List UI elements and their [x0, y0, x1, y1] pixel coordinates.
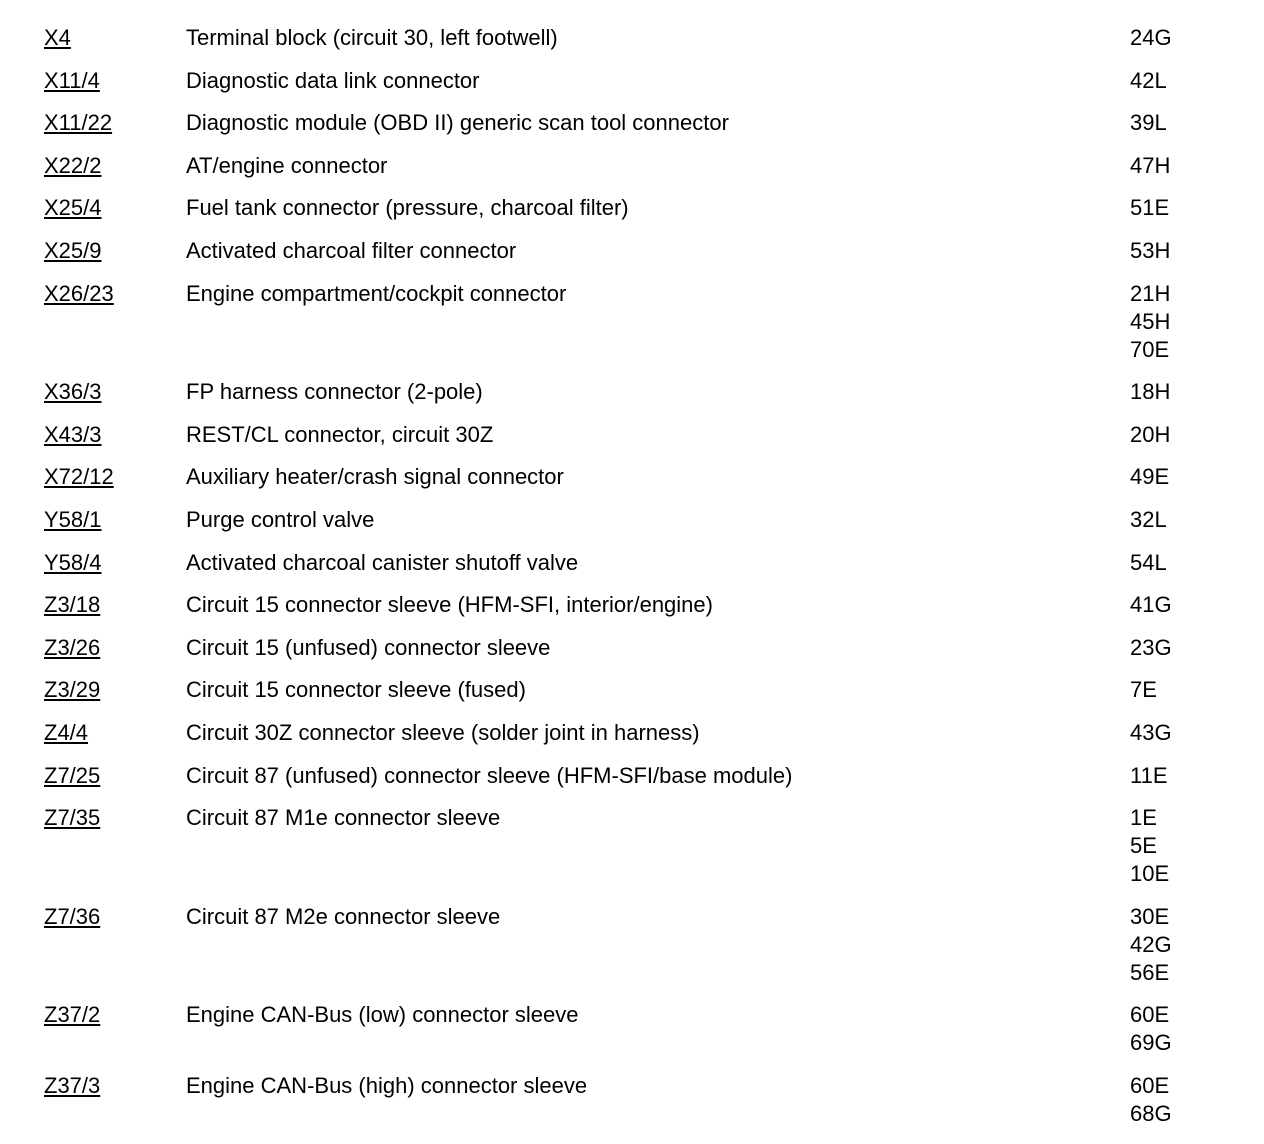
grid-reference: 49E — [1130, 464, 1170, 490]
grid-reference: 11E — [1130, 762, 1168, 788]
component-description: Circuit 15 connector sleeve (HFM-SFI, interior/engine) — [186, 592, 713, 618]
component-description: Circuit 87 (unfused) connector sleeve (HFM-SFI/base module) — [186, 762, 793, 788]
grid-reference: 21H — [1130, 280, 1171, 306]
component-code-link[interactable]: Z3/29 — [44, 677, 101, 703]
grid-reference: 24G — [1130, 25, 1172, 50]
grid-reference-list — [1130, 152, 1244, 180]
grid-reference: 42L — [1130, 67, 1167, 93]
grid-reference: 68G — [1130, 1100, 1172, 1126]
grid-reference: 18H — [1130, 379, 1171, 405]
grid-reference-list — [1130, 463, 1244, 491]
grid-reference-list — [1130, 109, 1244, 137]
component-code-link[interactable]: X11/22 — [44, 110, 113, 136]
grid-reference: 20H — [1130, 421, 1171, 447]
grid-reference-list — [1130, 634, 1244, 662]
component-code-link[interactable]: Z37/3 — [44, 1072, 101, 1098]
grid-reference-list — [1130, 67, 1244, 95]
component-description: Circuit 87 M1e connector sleeve — [186, 805, 501, 831]
grid-reference: 60E — [1130, 1072, 1170, 1098]
component-code-link[interactable]: Y58/1 — [44, 506, 102, 532]
grid-reference-list — [1130, 421, 1244, 449]
component-code-link[interactable]: Z7/35 — [44, 805, 101, 831]
component-description: FP harness connector (2-pole) — [186, 379, 483, 405]
grid-reference-list — [1130, 549, 1244, 577]
component-legend-list — [44, 24, 1244, 1142]
component-description: Circuit 15 connector sleeve (fused) — [186, 677, 526, 703]
component-code-link[interactable]: X22/2 — [44, 152, 102, 178]
grid-reference: 32L — [1130, 506, 1167, 532]
grid-reference: 7E — [1130, 677, 1157, 703]
component-code-link[interactable]: X25/4 — [44, 195, 102, 221]
legend-entry — [44, 1001, 1244, 1057]
legend-entry — [44, 1072, 1244, 1128]
legend-entry — [44, 804, 1244, 888]
component-code-link[interactable]: X4 — [44, 25, 71, 50]
legend-entry — [44, 152, 1244, 180]
component-code-link[interactable]: Z7/25 — [44, 762, 101, 788]
component-description: Engine CAN-Bus (high) connector sleeve — [186, 1072, 588, 1098]
legend-entry — [44, 194, 1244, 222]
component-code-link[interactable]: Z37/2 — [44, 1002, 101, 1028]
grid-reference: 39L — [1130, 110, 1167, 136]
grid-reference: 70E — [1130, 336, 1170, 362]
legend-entry — [44, 591, 1244, 619]
grid-reference: 56E — [1130, 959, 1170, 985]
grid-reference-list — [1130, 194, 1244, 222]
grid-reference: 5E — [1130, 833, 1157, 859]
component-code-link[interactable]: Z3/26 — [44, 634, 101, 660]
grid-reference-list — [1130, 676, 1244, 704]
grid-reference: 43G — [1130, 719, 1172, 745]
grid-reference: 54L — [1130, 549, 1167, 575]
legend-entry — [44, 903, 1244, 987]
legend-entry — [44, 24, 1244, 52]
grid-reference: 1E — [1130, 805, 1157, 831]
grid-reference: 10E — [1130, 861, 1170, 887]
component-code-link[interactable]: Y58/4 — [44, 549, 102, 575]
grid-reference: 23G — [1130, 634, 1172, 660]
grid-reference: 41G — [1130, 592, 1172, 618]
component-description: Activated charcoal filter connector — [186, 237, 517, 263]
grid-reference: 30E — [1130, 903, 1170, 929]
component-code-link[interactable]: X26/23 — [44, 280, 114, 306]
component-description: Fuel tank connector (pressure, charcoal filter) — [186, 195, 629, 221]
legend-entry — [44, 67, 1244, 95]
component-description: Auxiliary heater/crash signal connector — [186, 464, 564, 490]
legend-entry — [44, 549, 1244, 577]
grid-reference-list — [1130, 1001, 1244, 1057]
component-description: Circuit 87 M2e connector sleeve — [186, 903, 501, 929]
component-code-link[interactable]: X72/12 — [44, 464, 114, 490]
legend-entry — [44, 280, 1244, 364]
component-description: Terminal block (circuit 30, left footwell) — [186, 25, 558, 50]
grid-reference-list — [1130, 1072, 1244, 1128]
component-code-link[interactable]: Z3/18 — [44, 592, 101, 618]
component-code-link[interactable]: Z7/36 — [44, 903, 101, 929]
component-description: Diagnostic data link connector — [186, 67, 480, 93]
grid-reference: 69G — [1130, 1030, 1172, 1056]
component-code-link[interactable]: X25/9 — [44, 237, 102, 263]
component-description: Engine compartment/cockpit connector — [186, 280, 567, 306]
component-description: Circuit 30Z connector sleeve (solder joint in harness) — [186, 719, 700, 745]
component-description: Engine CAN-Bus (low) connector sleeve — [186, 1002, 579, 1028]
component-code-link[interactable]: X43/3 — [44, 421, 102, 447]
grid-reference: 60E — [1130, 1002, 1170, 1028]
component-code-link[interactable]: X11/4 — [44, 67, 100, 93]
grid-reference-list — [1130, 24, 1244, 52]
grid-reference-list — [1130, 762, 1244, 790]
legend-entry — [44, 109, 1244, 137]
grid-reference: 45H — [1130, 308, 1171, 334]
legend-entry — [44, 719, 1244, 747]
grid-reference-list — [1130, 378, 1244, 406]
component-code-link[interactable]: X36/3 — [44, 379, 102, 405]
grid-reference: 51E — [1130, 195, 1170, 221]
legend-entry — [44, 762, 1244, 790]
legend-entry — [44, 506, 1244, 534]
legend-entry — [44, 634, 1244, 662]
component-description: Activated charcoal canister shutoff valve — [186, 549, 579, 575]
legend-entry — [44, 237, 1244, 265]
component-description: AT/engine connector — [186, 152, 388, 178]
grid-reference-list — [1130, 903, 1244, 987]
grid-reference: 42G — [1130, 931, 1172, 957]
legend-entry — [44, 676, 1244, 704]
grid-reference: 47H — [1130, 152, 1171, 178]
grid-reference: 53H — [1130, 237, 1171, 263]
component-code-link[interactable]: Z4/4 — [44, 719, 89, 745]
component-description: REST/CL connector, circuit 30Z — [186, 421, 494, 447]
legend-entry — [44, 463, 1244, 491]
component-description: Purge control valve — [186, 506, 375, 532]
grid-reference-list — [1130, 804, 1244, 888]
legend-entry — [44, 378, 1244, 406]
grid-reference-list — [1130, 280, 1244, 364]
grid-reference-list — [1130, 237, 1244, 265]
grid-reference-list — [1130, 591, 1244, 619]
legend-entry — [44, 421, 1244, 449]
component-description: Circuit 15 (unfused) connector sleeve — [186, 634, 551, 660]
component-description: Diagnostic module (OBD II) generic scan tool connector — [186, 110, 729, 136]
grid-reference-list — [1130, 506, 1244, 534]
grid-reference-list — [1130, 719, 1244, 747]
